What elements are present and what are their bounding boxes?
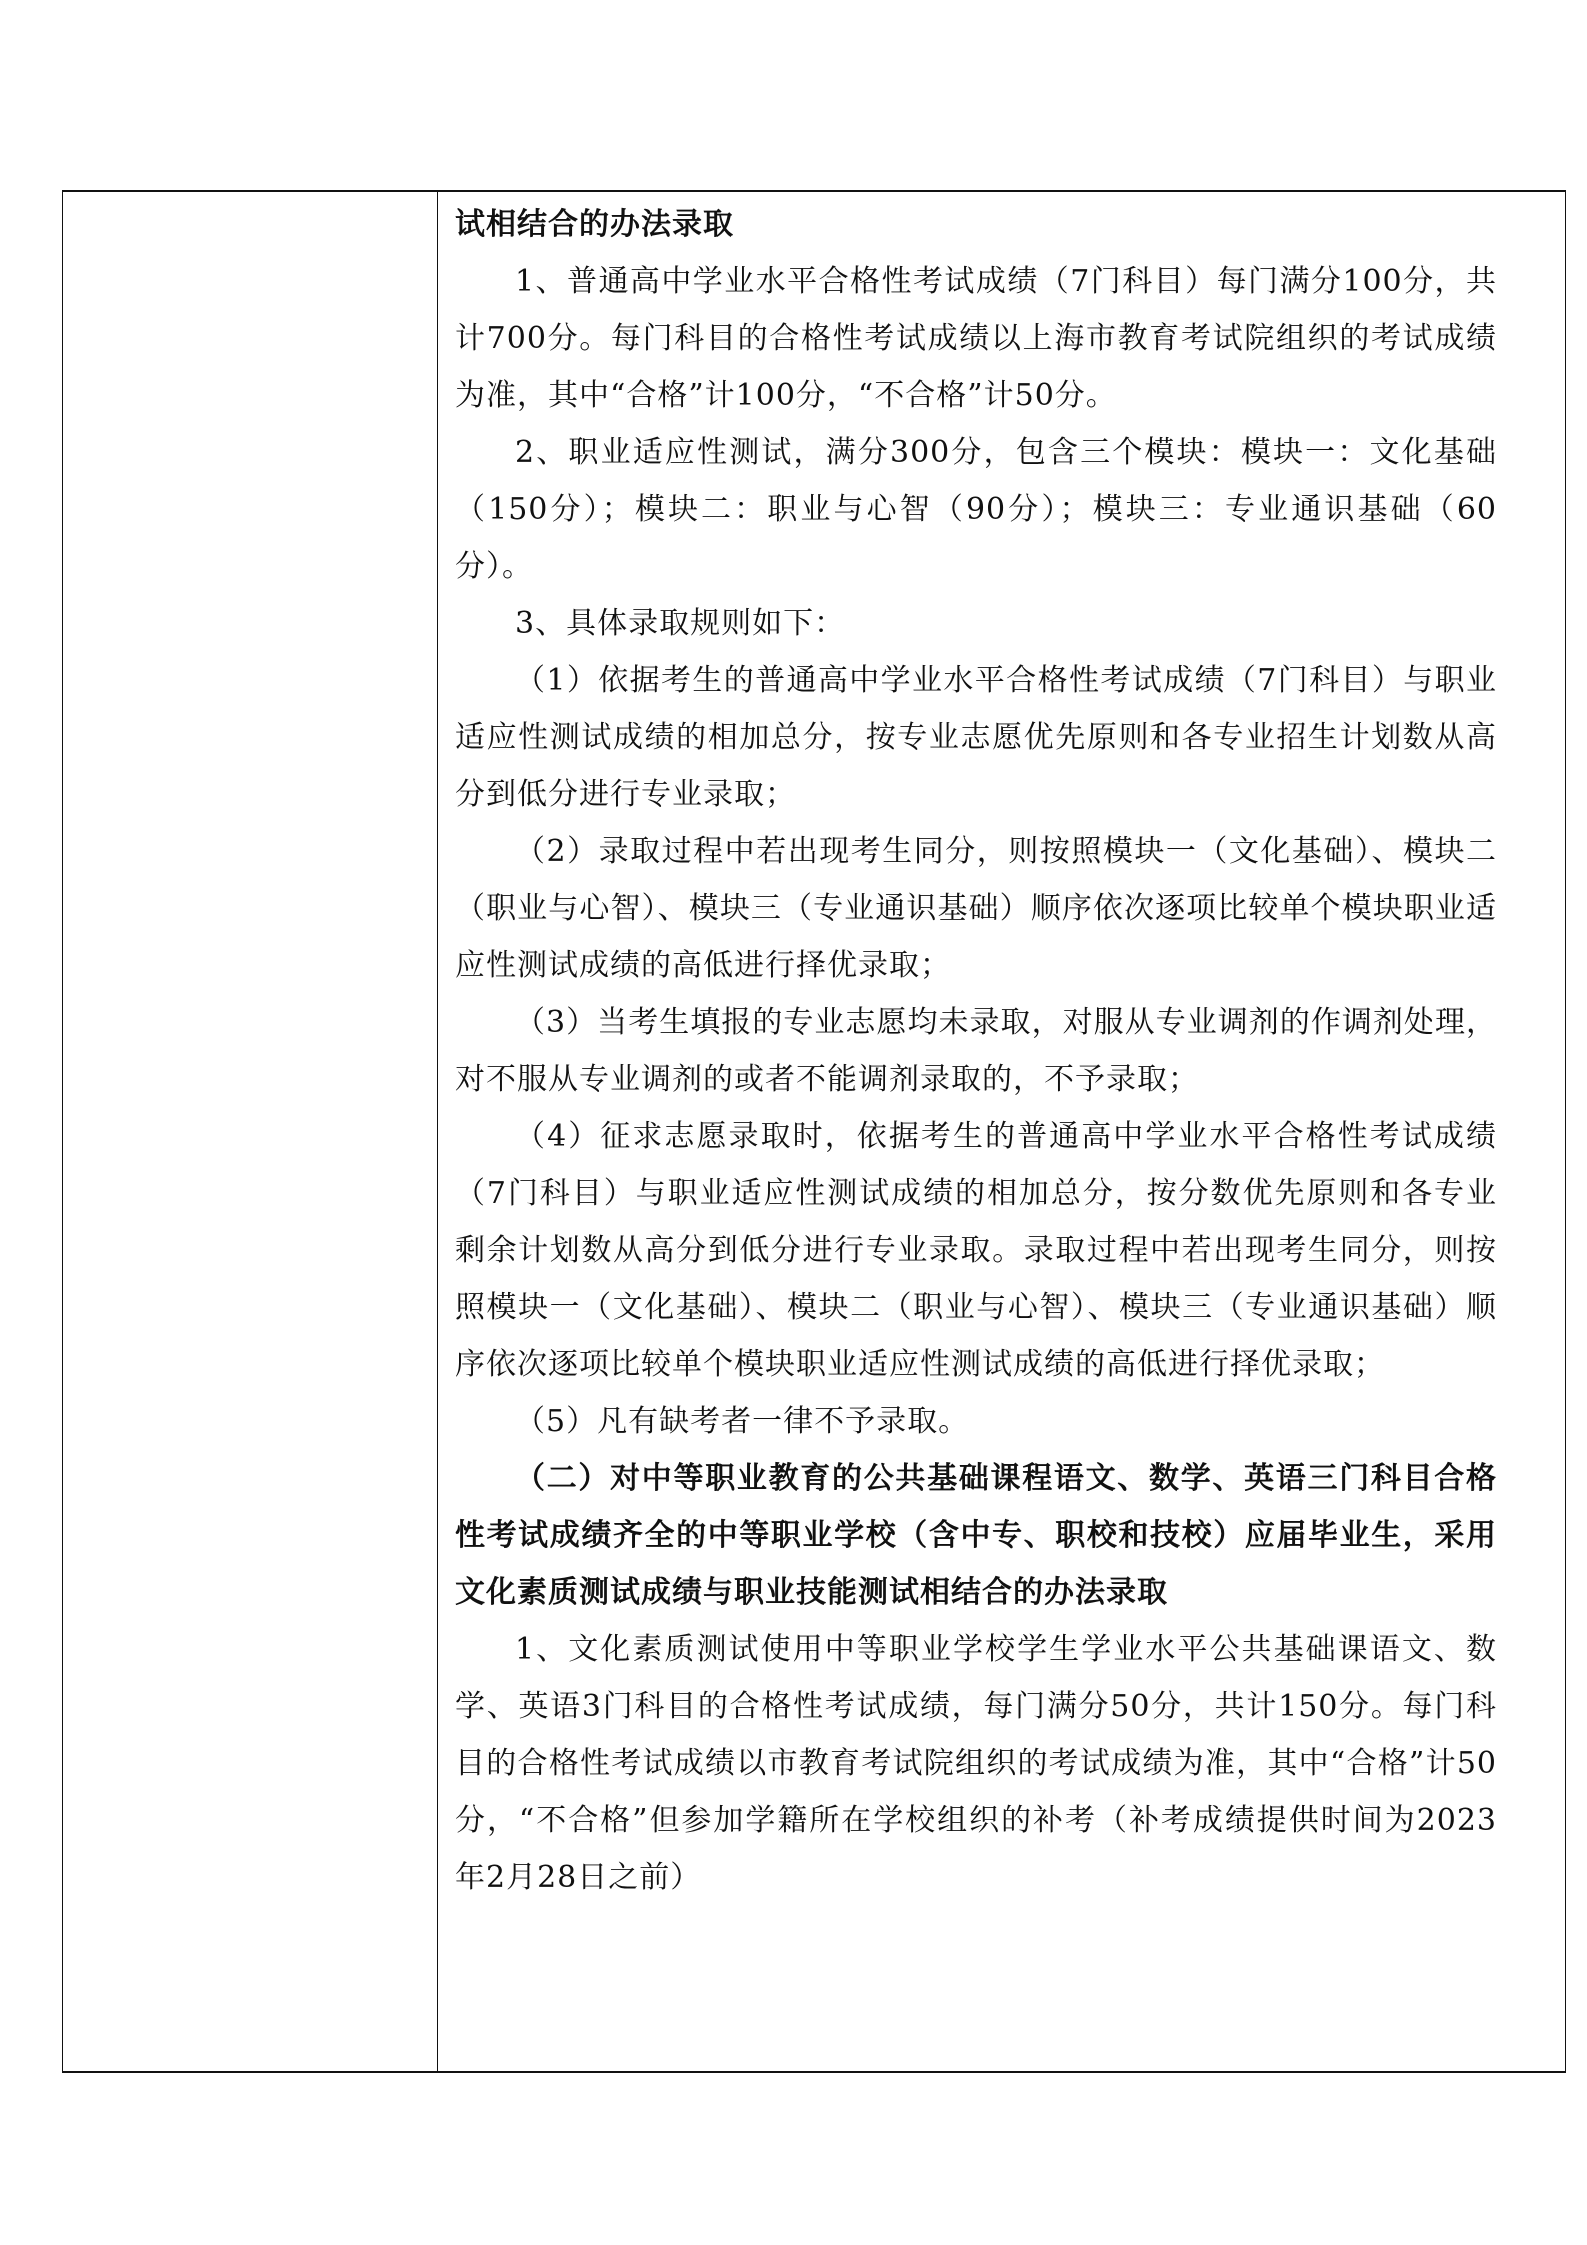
paragraph-culture-test: 1、文化素质测试使用中等职业学校学生学业水平公共基础课语文、数学、英语3门科目的合格性考试成绩，每门满分50分，共计150分。每门科目的合格性考试成绩以市教育考试院组织的考试成绩为准，其中“合格”计50分，“不合格”但参加学籍所在学校组织的补考（补考成绩提供时间为2023年2月28日之前）	[455, 1632, 1497, 1895]
paragraph-rule-2: （2）录取过程中若出现考生同分，则按照模块一（文化基础）、模块二（职业与心智）、模块三（专业通识基础）顺序依次逐项比较单个模块职业适应性测试成绩的高低进行择优录取；	[455, 834, 1497, 983]
section-heading-2: （二）对中等职业教育的公共基础课程语文、数学、英语三门科目合格性考试成绩齐全的中等职业学校（含中专、职校和技校）应届毕业生，采用文化素质测试成绩与职业技能测试相结合的办法录取	[455, 1461, 1497, 1610]
paragraph-rule-3: （3）当考生填报的专业志愿均未录取，对服从专业调剂的作调剂处理，对不服从专业调剂的或者不能调剂录取的，不予录取；	[455, 1005, 1497, 1097]
table-column-divider	[437, 190, 438, 2073]
paragraph-item-1: 1、普通高中学业水平合格性考试成绩（7门科目）每门满分100分，共计700分。每门科目的合格性考试成绩以上海市教育考试院组织的考试成绩为准，其中“合格”计100分，“不合格”计50分。	[455, 264, 1497, 413]
paragraph-item-2: 2、职业适应性测试，满分300分，包含三个模块：模块一：文化基础（150分）；模块二：职业与心智（90分）；模块三：专业通识基础（60分）。	[455, 435, 1497, 584]
table-content-cell	[455, 196, 1497, 1906]
paragraph-rule-4: （4）征求志愿录取时，依据考生的普通高中学业水平合格性考试成绩（7门科目）与职业适应性测试成绩的相加总分，按分数优先原则和各专业剩余计划数从高分到低分进行专业录取。录取过程中若出现考生同分，则按照模块一（文化基础）、模块二（职业与心智）、模块三（专业通识基础）顺序依次逐项比较单个模块职业适应性测试成绩的高低进行择优录取；	[455, 1119, 1497, 1382]
paragraph-heading-continuation: 试相结合的办法录取	[455, 207, 734, 242]
paragraph-rule-1: （1）依据考生的普通高中学业水平合格性考试成绩（7门科目）与职业适应性测试成绩的相加总分，按专业志愿优先原则和各专业招生计划数从高分到低分进行专业录取；	[455, 663, 1497, 812]
paragraph-rule-5: （5）凡有缺考者一律不予录取。	[515, 1404, 970, 1439]
paragraph-item-3: 3、具体录取规则如下：	[515, 606, 846, 641]
